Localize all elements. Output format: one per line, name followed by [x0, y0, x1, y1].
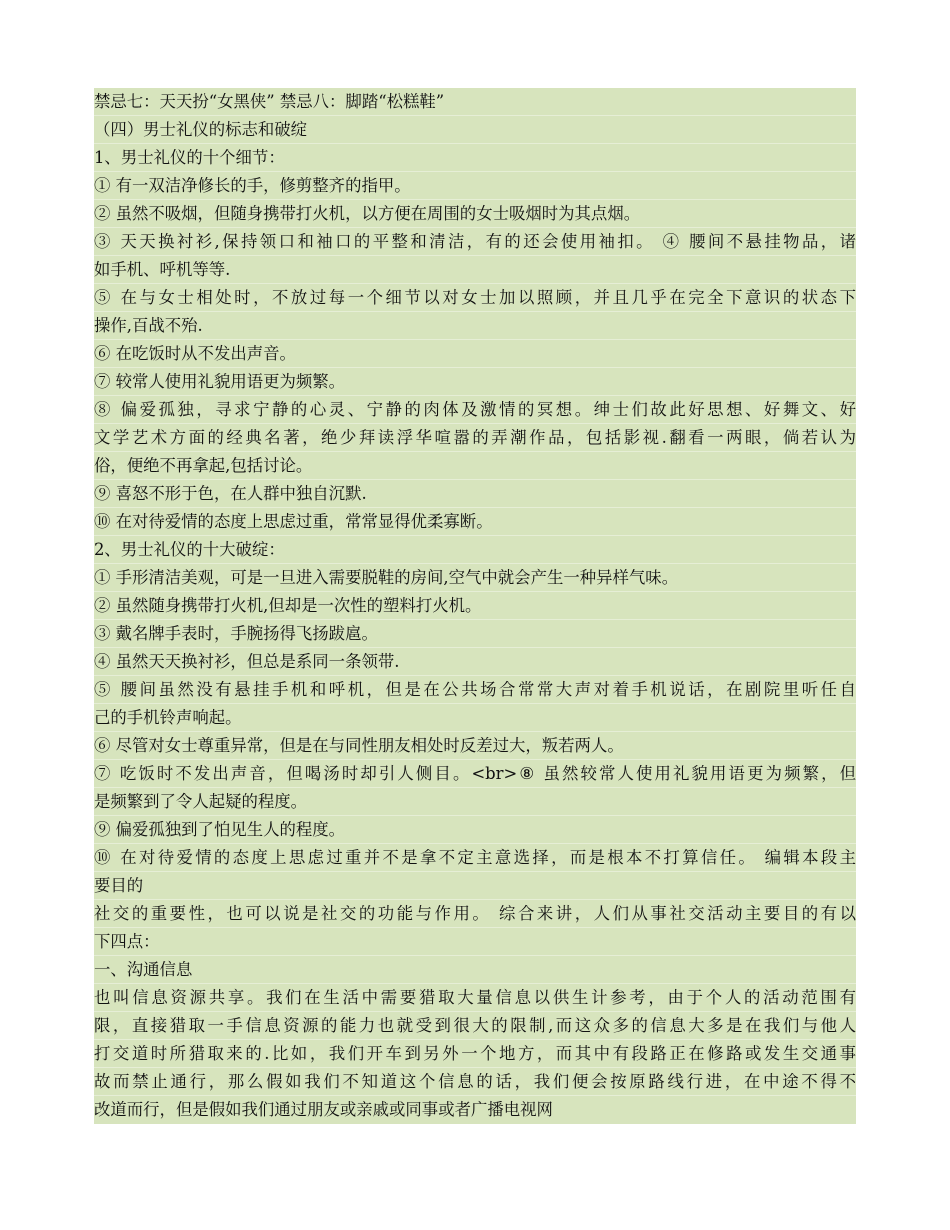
- text-line-3: 1、男士礼仪的十个细节：: [94, 144, 856, 172]
- text-line-11: ⑦ 较常人使用礼貌用语更为频繁。: [94, 368, 856, 396]
- text-line-10: ⑥ 在吃饭时从不发出声音。: [94, 340, 856, 368]
- text-line-4: ① 有一双洁净修长的手，修剪整齐的指甲。: [94, 172, 856, 200]
- document-page: [94, 88, 856, 1124]
- text-line-7: 如手机、呼机等等.: [94, 256, 856, 284]
- text-line-31: 下四点：: [94, 928, 856, 956]
- text-line-21: ④ 虽然天天换衬衫，但总是系同一条领带.: [94, 648, 856, 676]
- text-line-33: 也叫信息资源共享。我们在生活中需要猎取大量信息以供生计参考，由于个人的活动范围有: [94, 984, 856, 1012]
- text-line-24: ⑥ 尽管对女士尊重异常，但是在与同性朋友相处时反差过大，叛若两人。: [94, 732, 856, 760]
- text-line-27: ⑨ 偏爱孤独到了怕见生人的程度。: [94, 816, 856, 844]
- text-line-30: 社交的重要性，也可以说是社交的功能与作用。 综合来讲，人们从事社交活动主要目的有以: [94, 900, 856, 928]
- text-line-32: 一、沟通信息: [94, 956, 856, 984]
- text-line-25: ⑦ 吃饭时不发出声音，但喝汤时却引人侧目。<br>⑧ 虽然较常人使用礼貌用语更为频繁，但: [94, 760, 856, 788]
- text-line-2: （四）男士礼仪的标志和破绽: [94, 116, 856, 144]
- text-line-28: ⑩ 在对待爱情的态度上思虑过重并不是拿不定主意选择，而是根本不打算信任。 编辑本段主: [94, 844, 856, 872]
- text-line-26: 是频繁到了令人起疑的程度。: [94, 788, 856, 816]
- text-line-8: ⑤ 在与女士相处时，不放过每一个细节以对女士加以照顾，并且几乎在完全下意识的状态下: [94, 284, 856, 312]
- text-line-5: ② 虽然不吸烟，但随身携带打火机，以方便在周围的女士吸烟时为其点烟。: [94, 200, 856, 228]
- text-line-12: ⑧ 偏爱孤独，寻求宁静的心灵、宁静的肉体及激情的冥想。绅士们故此好思想、好舞文、好: [94, 396, 856, 424]
- text-line-9: 操作,百战不殆.: [94, 312, 856, 340]
- text-line-19: ② 虽然随身携带打火机,但却是一次性的塑料打火机。: [94, 592, 856, 620]
- text-line-35: 打交道时所猎取来的.比如，我们开车到另外一个地方，而其中有段路正在修路或发生交通事: [94, 1040, 856, 1068]
- text-line-18: ① 手形清洁美观，可是一旦进入需要脱鞋的房间,空气中就会产生一种异样气味。: [94, 564, 856, 592]
- text-line-20: ③ 戴名牌手表时，手腕扬得飞扬跋扈。: [94, 620, 856, 648]
- text-line-22: ⑤ 腰间虽然没有悬挂手机和呼机，但是在公共场合常常大声对着手机说话，在剧院里听任自: [94, 676, 856, 704]
- text-line-15: ⑨ 喜怒不形于色，在人群中独自沉默.: [94, 480, 856, 508]
- text-line-36: 故而禁止通行，那么假如我们不知道这个信息的话，我们便会按原路线行进，在中途不得不: [94, 1068, 856, 1096]
- text-line-1: 禁忌七：天天扮“女黑侠” 禁忌八：脚踏“松糕鞋”: [94, 88, 856, 116]
- text-line-23: 己的手机铃声响起。: [94, 704, 856, 732]
- text-line-14: 俗，便绝不再拿起,包括讨论。: [94, 452, 856, 480]
- text-line-37: 改道而行，但是假如我们通过朋友或亲戚或同事或者广播电视网: [94, 1100, 553, 1119]
- text-line-16: ⑩ 在对待爱情的态度上思虑过重，常常显得优柔寡断。: [94, 508, 856, 536]
- text-line-6: ③ 天天换衬衫,保持领口和袖口的平整和清洁，有的还会使用袖扣。 ④ 腰间不悬挂物品，诸: [94, 228, 856, 256]
- text-line-17: 2、男士礼仪的十大破绽：: [94, 536, 856, 564]
- text-line-34: 限，直接猎取一手信息资源的能力也就受到很大的限制,而这众多的信息大多是在我们与他人: [94, 1012, 856, 1040]
- text-line-29: 要目的: [94, 872, 856, 900]
- text-line-13: 文学艺术方面的经典名著，绝少拜读浮华喧嚣的弄潮作品，包括影视.翻看一两眼，倘若认为: [94, 424, 856, 452]
